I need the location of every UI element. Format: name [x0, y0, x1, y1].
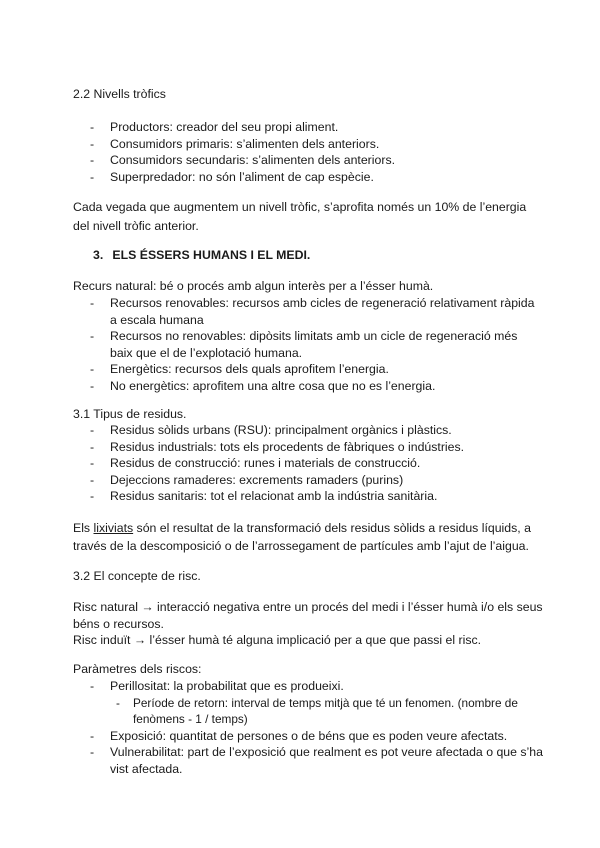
list-item: - No energètics: aprofitem una altre cosa que no es l’energia. [73, 378, 543, 395]
natural-risk-paragraph: Risc natural → interacció negativa entre un procés del medi i l’ésser humà i/o els seus béns o recursos. [73, 600, 543, 631]
list-item: - Vulnerabilitat: part de l’exposició que realment es pot veure afectada o que s’ha vist afectada. [73, 744, 543, 777]
list-item: - Residus industrials: tots els procedents de fàbriques o indústries. [73, 439, 543, 456]
leachates-rest: són el resultat de la transformació dels residus sòlids a residus líquids, a través de la descomposició o de l’arrossegament de partícules amb l’ajut de l’aigua. [73, 521, 531, 553]
resources-list [73, 295, 543, 394]
leachates-paragraph [73, 519, 543, 555]
waste-types-list [73, 422, 543, 505]
section-3-2-title: 3.2 El concepte de risc. [73, 569, 201, 583]
list-item: - Consumidors secundaris: s’alimenten dels anteriors. [73, 152, 543, 169]
induced-risk-paragraph: Risc induït → l’ésser humà té alguna implicació per a que que passi el risc. [73, 633, 482, 647]
section-3-number: 3. [93, 248, 104, 262]
section-3-title: ELS ÉSSERS HUMANS I EL MEDI. [112, 248, 311, 262]
leachates-prefix: Els [73, 521, 94, 535]
list-item: - Recursos no renovables: dipòsits limitats amb un cicle de regeneració més baix que el de l’explotació humana. [73, 328, 543, 361]
section-2-2-title: 2.2 Nivells tròfics [73, 87, 166, 101]
list-item: - Superpredador: no són l’aliment de cap espècie. [73, 169, 543, 186]
perillositat-sublist [110, 695, 543, 728]
list-item: - Energètics: recursos dels quals aprofitem l’energia. [73, 361, 543, 378]
leachates-term: lixiviats [93, 521, 134, 535]
list-item: - Període de retorn: interval de temps mitjà que té un fenomen. (nombre de fenòmens - 1 / temps) [110, 695, 543, 728]
energy-paragraph: Cada vegada que augmentem un nivell tròfic, s’aprofita només un 10% de l’energia del nivell tròfic anterior. [73, 200, 527, 233]
list-item: - Residus de construcció: runes i materials de construcció. [73, 455, 543, 472]
section-3-1-title: 3.1 Tipus de residus. [73, 407, 187, 421]
natural-resource-intro: Recurs natural: bé o procés amb algun interès per a l’ésser humà. [73, 279, 434, 293]
list-item: - Exposició: quantitat de persones o de béns que es poden veure afectats. [73, 728, 543, 745]
list-item: - Productors: creador del seu propi aliment. [73, 119, 543, 136]
section-3-heading [93, 247, 310, 264]
risk-parameters-title: Paràmetres dels riscos: [73, 662, 202, 676]
list-item: - Dejeccions ramaderes: excrements ramaders (purins) [73, 472, 543, 489]
trophic-levels-list [73, 119, 543, 185]
list-item: - Recursos renovables: recursos amb cicles de regeneració relativament ràpida a escala humana [73, 295, 543, 328]
perillositat-text: Perillositat: la probabilitat que es produeixi. [110, 679, 344, 693]
list-item [73, 678, 543, 728]
risk-parameters-list [73, 678, 543, 777]
list-item: - Consumidors primaris: s’alimenten dels anteriors. [73, 136, 543, 153]
list-item: - Residus sanitaris: tot el relacionat amb la indústria sanitària. [73, 488, 543, 505]
list-item: - Residus sòlids urbans (RSU): principalment orgànics i plàstics. [73, 422, 543, 439]
